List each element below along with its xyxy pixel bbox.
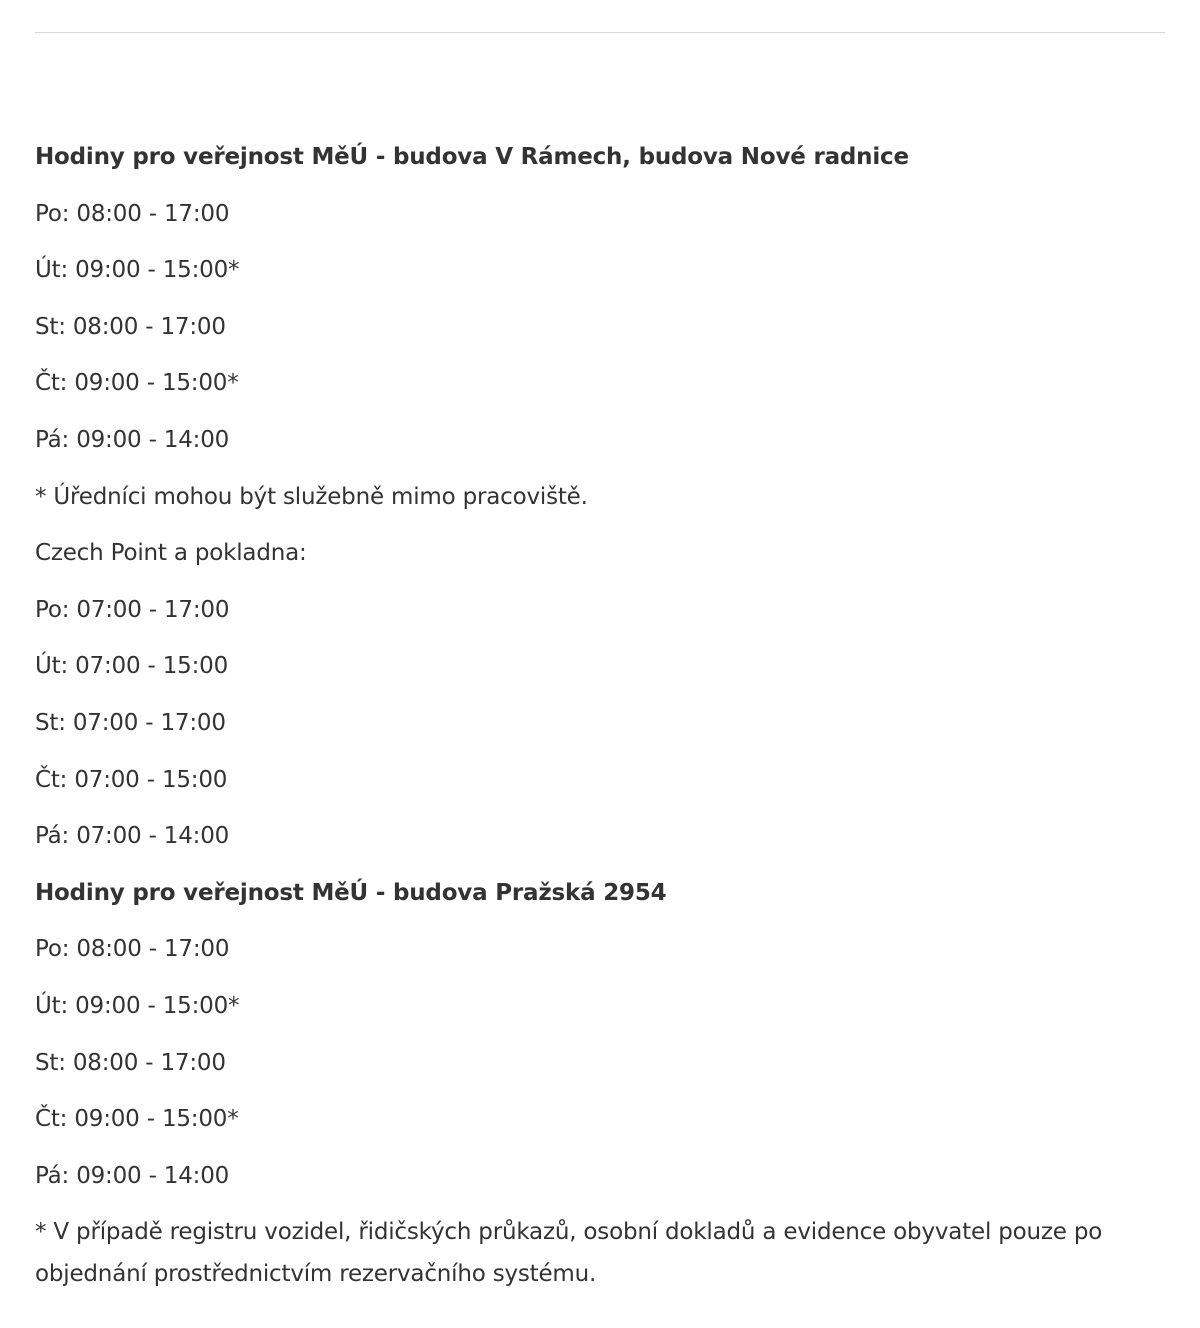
czech-point-hours-tuesday: Út: 07:00 - 15:00 [35,653,228,680]
section-heading-prazska: Hodiny pro veřejnost MěÚ - budova Pražská 2954 [35,879,667,906]
prazska-hours-friday: Pá: 09:00 - 14:00 [35,1162,230,1189]
hours-monday: Po: 08:00 - 17:00 [35,200,230,227]
prazska-hours-tuesday: Út: 09:00 - 15:00* [35,992,240,1019]
horizontal-divider [35,32,1165,33]
czech-point-hours-monday: Po: 07:00 - 17:00 [35,596,230,623]
footnote-reservation-system: * V případě registru vozidel, řidičských průkazů, osobní dokladů a evidence obyvatel pouze po objednání prostřednictvím rezervačního systému. [35,1219,1103,1288]
office-hours-content [35,136,1165,1295]
hours-friday: Pá: 09:00 - 14:00 [35,426,230,453]
czech-point-hours-thursday: Čt: 07:00 - 15:00 [35,766,228,793]
prazska-hours-wednesday: St: 08:00 - 17:00 [35,1049,226,1076]
czech-point-hours-friday: Pá: 07:00 - 14:00 [35,823,230,850]
czech-point-label: Czech Point a pokladna: [35,540,307,567]
czech-point-hours-wednesday: St: 07:00 - 17:00 [35,709,226,736]
hours-thursday: Čt: 09:00 - 15:00* [35,370,239,397]
hours-wednesday: St: 08:00 - 17:00 [35,313,226,340]
prazska-hours-thursday: Čt: 09:00 - 15:00* [35,1106,239,1133]
prazska-hours-monday: Po: 08:00 - 17:00 [35,936,230,963]
footnote-officials: * Úředníci mohou být služebně mimo pracoviště. [35,483,588,510]
section-heading-v-ramech: Hodiny pro veřejnost MěÚ - budova V Rámech, budova Nové radnice [35,144,909,170]
hours-tuesday: Út: 09:00 - 15:00* [35,257,240,284]
